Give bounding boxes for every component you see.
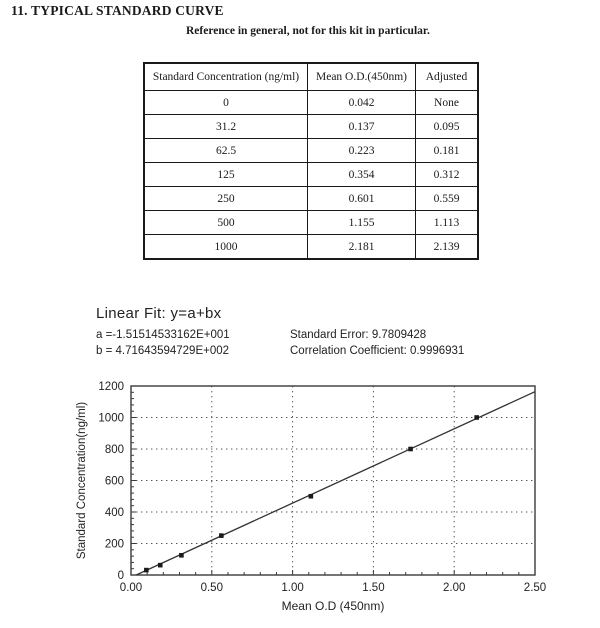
table-cell: 0.559 xyxy=(416,187,479,211)
table-cell: 250 xyxy=(144,187,308,211)
x-tick-label: 0.50 xyxy=(200,582,223,594)
linear-fit-values xyxy=(96,327,536,359)
table-row xyxy=(144,211,478,235)
table-cell: 62.5 xyxy=(144,139,308,163)
data-point-marker xyxy=(474,415,479,420)
table-cell: 31.2 xyxy=(144,115,308,139)
data-point-marker xyxy=(158,563,163,568)
table-cell: 0.354 xyxy=(308,163,416,187)
header-standard-concentration: Standard Concentration (ng/ml) xyxy=(144,63,308,91)
table-cell: None xyxy=(416,91,479,115)
fit-row-b xyxy=(96,343,536,359)
fit-correlation-coefficient: Correlation Coefficient: 0.9996931 xyxy=(290,345,465,357)
y-tick-label: 600 xyxy=(104,475,124,488)
table-cell: 500 xyxy=(144,211,308,235)
table-cell: 0.042 xyxy=(308,91,416,115)
linear-fit-heading: Linear Fit: y=a+bx xyxy=(96,305,222,322)
table-header xyxy=(144,63,478,91)
table-cell: 1.155 xyxy=(308,211,416,235)
y-axis-label: Standard Concentration(ng/ml) xyxy=(76,401,88,560)
table-body xyxy=(144,91,478,260)
fit-b-value: b = 4.71643594729E+002 xyxy=(96,345,230,357)
table-cell: 0.601 xyxy=(308,187,416,211)
table-cell: 0.312 xyxy=(416,163,479,187)
data-point-marker xyxy=(179,553,184,558)
table-cell: 0.095 xyxy=(416,115,479,139)
fit-standard-error: Standard Error: 9.7809428 xyxy=(290,329,427,341)
x-tick-label: 2.50 xyxy=(523,582,547,594)
table-cell: 1.113 xyxy=(416,211,479,235)
standard-curve-chart xyxy=(55,372,565,624)
linear-fit-block xyxy=(96,305,536,359)
y-tick-label: 1000 xyxy=(98,412,124,425)
y-tick-label: 200 xyxy=(104,538,124,551)
x-tick-label: 1.50 xyxy=(362,582,385,594)
x-tick-label: 0.00 xyxy=(119,582,143,594)
table-row xyxy=(144,139,478,163)
data-point-marker xyxy=(144,568,149,573)
y-tick-label: 1200 xyxy=(98,381,124,393)
x-tick-label: 1.00 xyxy=(281,582,304,594)
y-tick-label: 400 xyxy=(104,507,124,519)
table-header-row xyxy=(144,63,478,91)
table-cell: 0.137 xyxy=(308,115,416,139)
x-tick-label: 2.00 xyxy=(443,582,466,594)
table-row xyxy=(144,187,478,211)
y-tick-label: 0 xyxy=(117,570,124,582)
y-tick-label: 800 xyxy=(104,444,124,456)
table-row xyxy=(144,163,478,187)
table-row xyxy=(144,115,478,139)
table-cell: 0 xyxy=(144,91,308,115)
section-subtitle: Reference in general, not for this kit in particular. xyxy=(186,25,430,37)
fit-row-a xyxy=(96,327,536,343)
header-adjusted: Adjusted xyxy=(416,63,479,91)
data-point-marker xyxy=(219,533,224,538)
fit-a-value: a =-1.51514533162E+001 xyxy=(96,329,230,341)
data-point-marker xyxy=(408,447,413,452)
standard-curve-table xyxy=(143,62,479,260)
table-cell: 2.181 xyxy=(308,235,416,260)
table-row xyxy=(144,235,478,260)
table-row xyxy=(144,91,478,115)
table-cell: 0.223 xyxy=(308,139,416,163)
table-cell: 1000 xyxy=(144,235,308,260)
table-cell: 125 xyxy=(144,163,308,187)
table-cell: 2.139 xyxy=(416,235,479,260)
section-title: 11. TYPICAL STANDARD CURVE xyxy=(11,3,224,18)
x-axis-label: Mean O.D (450nm) xyxy=(281,599,385,613)
data-point-marker xyxy=(309,494,314,499)
header-mean-od: Mean O.D.(450nm) xyxy=(308,63,416,91)
table-cell: 0.181 xyxy=(416,139,479,163)
standard-curve-plot xyxy=(55,372,565,624)
